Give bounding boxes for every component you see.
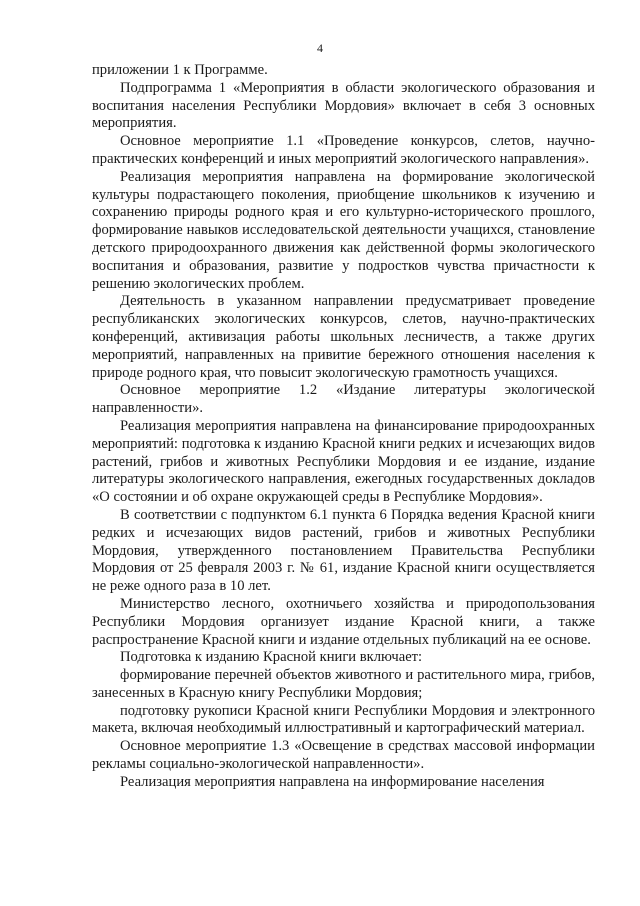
paragraph-5: Деятельность в указанном направлении предусматривает проведение республиканских экологических конкурсов, слетов, научно-практических конференций, активизация работы школьных лесничеств, а также других мероприятий, направленных на привитие бережного отношения населения к природе родного края, что повысит экологическую грамотность учащихся. xyxy=(92,293,595,381)
paragraph-3: Основное мероприятие 1.1 «Проведение конкурсов, слетов, научно-практических конференций и иных мероприятий экологического направления». xyxy=(92,133,595,167)
paragraph-13: Основное мероприятие 1.3 «Освещение в средствах массовой информации рекламы социально-экологической направленности». xyxy=(92,738,595,773)
paragraph-1: приложении 1 к Программе. xyxy=(92,62,268,78)
paragraph-14: Реализация мероприятия направлена на информирование населения xyxy=(120,773,545,790)
paragraph-12: подготовку рукописи Красной книги Республики Мордовия и электронного макета, включая необходимый иллюстративный и картографический материал. xyxy=(92,702,595,737)
document-body xyxy=(92,62,595,792)
paragraph-7: Реализация мероприятия направлена на финансирование природоохранных мероприятий: подготовка к изданию Красной книги редких и исчезающих видов растений, грибов и животных Республики Мордовия и ее издание, издание литературы экологического направления, ежегодных государственных докладов «О состоянии и об охране окружающей среды в Республике Мордовия». xyxy=(92,417,595,506)
paragraph-9: Министерство лесного, охотничьего хозяйства и природопользования Республики Мордовия организует издание Красной книги, а также распространение Красной книги и издание отдельных публикаций на ее основе. xyxy=(92,595,595,648)
paragraph-11: формирование перечней объектов животного и растительного мира, грибов, занесенных в Красную книгу Республики Мордовия; xyxy=(92,667,595,701)
paragraph-4: Реализация мероприятия направлена на формирование экологической культуры подрастающего поколения, приобщение школьников к изучению и сохранению природы родного края и его культурно-исторического прошлого, формирование навыков исследовательской деятельности учащихся, становление детского природоохранного движения как действенной формы экологического воспитания и образования, развитие у подростков чувства причастности к решению экологических проблем. xyxy=(92,168,595,292)
page-number: 4 xyxy=(317,41,323,55)
paragraph-6: Основное мероприятие 1.2 «Издание литературы экологической направленности». xyxy=(92,382,595,417)
paragraph-2: Подпрограмма 1 «Мероприятия в области экологического образования и воспитания населения Республики Мордовия» включает в себя 3 основных мероприятия. xyxy=(92,79,595,132)
paragraph-10: Подготовка к изданию Красной книги включает: xyxy=(120,649,423,666)
paragraph-8: В соответствии с подпунктом 6.1 пункта 6 Порядка ведения Красной книги редких и исчезающих видов растений, грибов и животных Республики Мордовия, утвержденного постановлением Правительства Республики Мордовия от 25 февраля 2003 г. № 61, издание Красной книги осуществляется не реже одного раза в 10 лет. xyxy=(92,506,595,595)
